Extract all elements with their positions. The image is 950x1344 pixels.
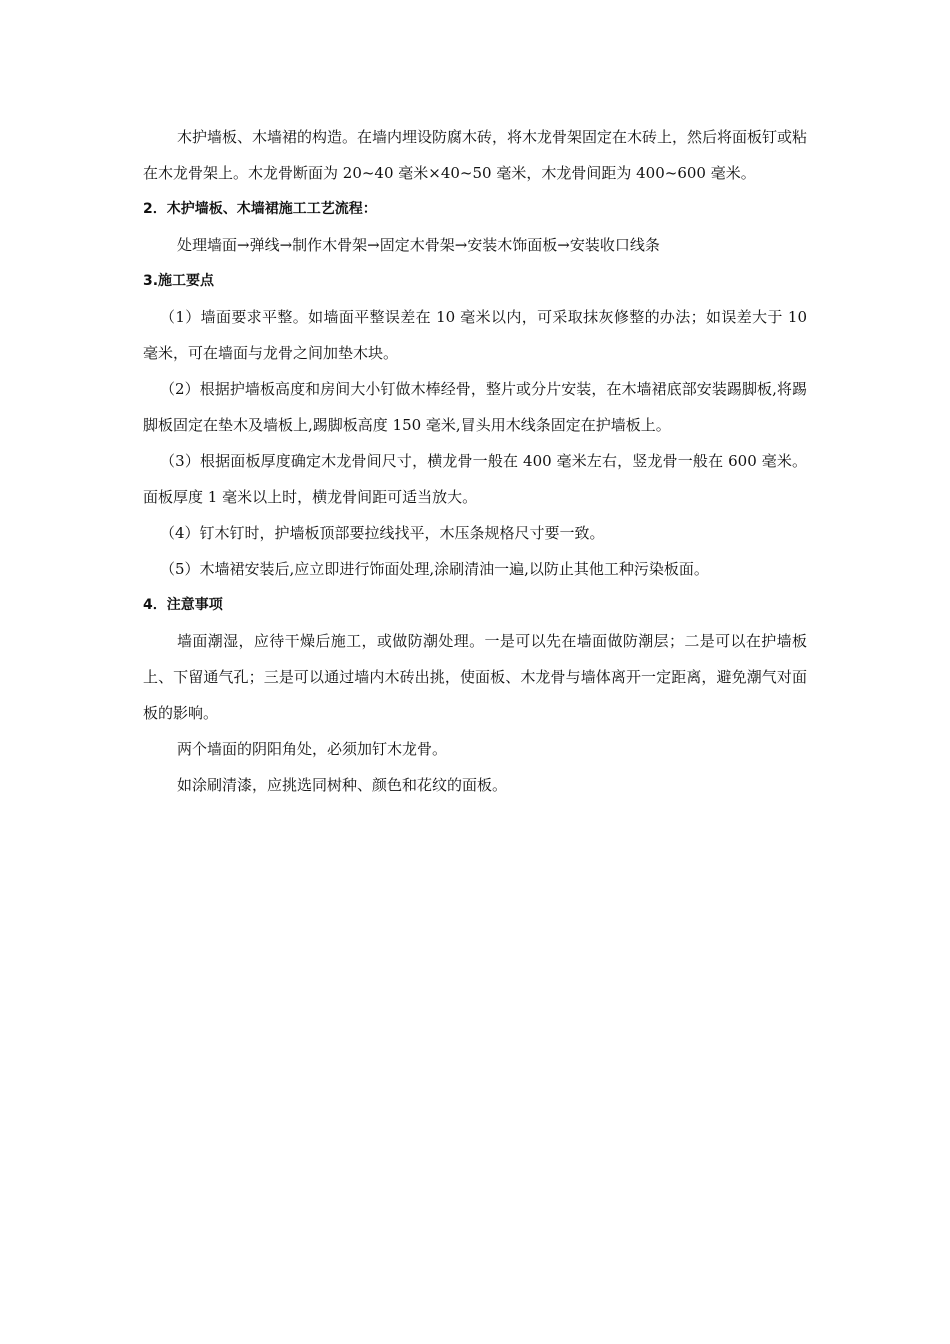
section-3-heading: 3.施工要点 bbox=[143, 273, 215, 289]
document-body bbox=[143, 119, 807, 803]
construction-point-2: （2）根据护墙板高度和房间大小钉做木棒经骨，整片或分片安装，在木墙裙底部安装踢脚板,将踢脚板固定在垫木及墙板上,踢脚板高度 150 毫米,冒头用木线条固定在护墙板上。 bbox=[143, 380, 807, 434]
notice-paragraph-3: 如涂刷清漆，应挑选同树种、颜色和花纹的面板。 bbox=[177, 776, 508, 794]
construction-point-1: （1）墙面要求平整。如墙面平整误差在 10 毫米以内，可采取抹灰修整的办法；如误差大于 10 毫米，可在墙面与龙骨之间加垫木块。 bbox=[143, 308, 807, 362]
notice-paragraph-2: 两个墙面的阴阳角处，必须加钉木龙骨。 bbox=[177, 740, 448, 758]
construction-point-3: （3）根据面板厚度确定木龙骨间尺寸，横龙骨一般在 400 毫米左右，竖龙骨一般在 600 毫米。面板厚度 1 毫米以上时，横龙骨间距可适当放大。 bbox=[143, 452, 807, 506]
construction-point-4: （4）钉木钉时，护墙板顶部要拉线找平，木压条规格尺寸要一致。 bbox=[160, 524, 605, 542]
construction-point-5: （5）木墙裙安装后,应立即进行饰面处理,涂刷清油一遍,以防止其他工种污染板面。 bbox=[160, 560, 709, 578]
section-4-heading: 4．注意事项 bbox=[143, 597, 223, 613]
section-2-heading: 2．木护墙板、木墙裙施工工艺流程： bbox=[143, 201, 377, 217]
notice-paragraph-1: 墙面潮湿，应待干燥后施工，或做防潮处理。一是可以先在墙面做防潮层；二是可以在护墙板上、下留通气孔；三是可以通过墙内木砖出挑，使面板、木龙骨与墙体离开一定距离，避免潮气对面板的影响。 bbox=[143, 632, 807, 722]
intro-paragraph: 木护墙板、木墙裙的构造。在墙内埋设防腐木砖，将木龙骨架固定在木砖上，然后将面板钉或粘在木龙骨架上。木龙骨断面为 20~40 毫米×40~50 毫米，木龙骨间距为 400~600 毫米。 bbox=[143, 128, 808, 182]
process-flow: 处理墙面→弹线→制作木骨架→固定木骨架→安装木饰面板→安装收口线条 bbox=[177, 236, 660, 254]
